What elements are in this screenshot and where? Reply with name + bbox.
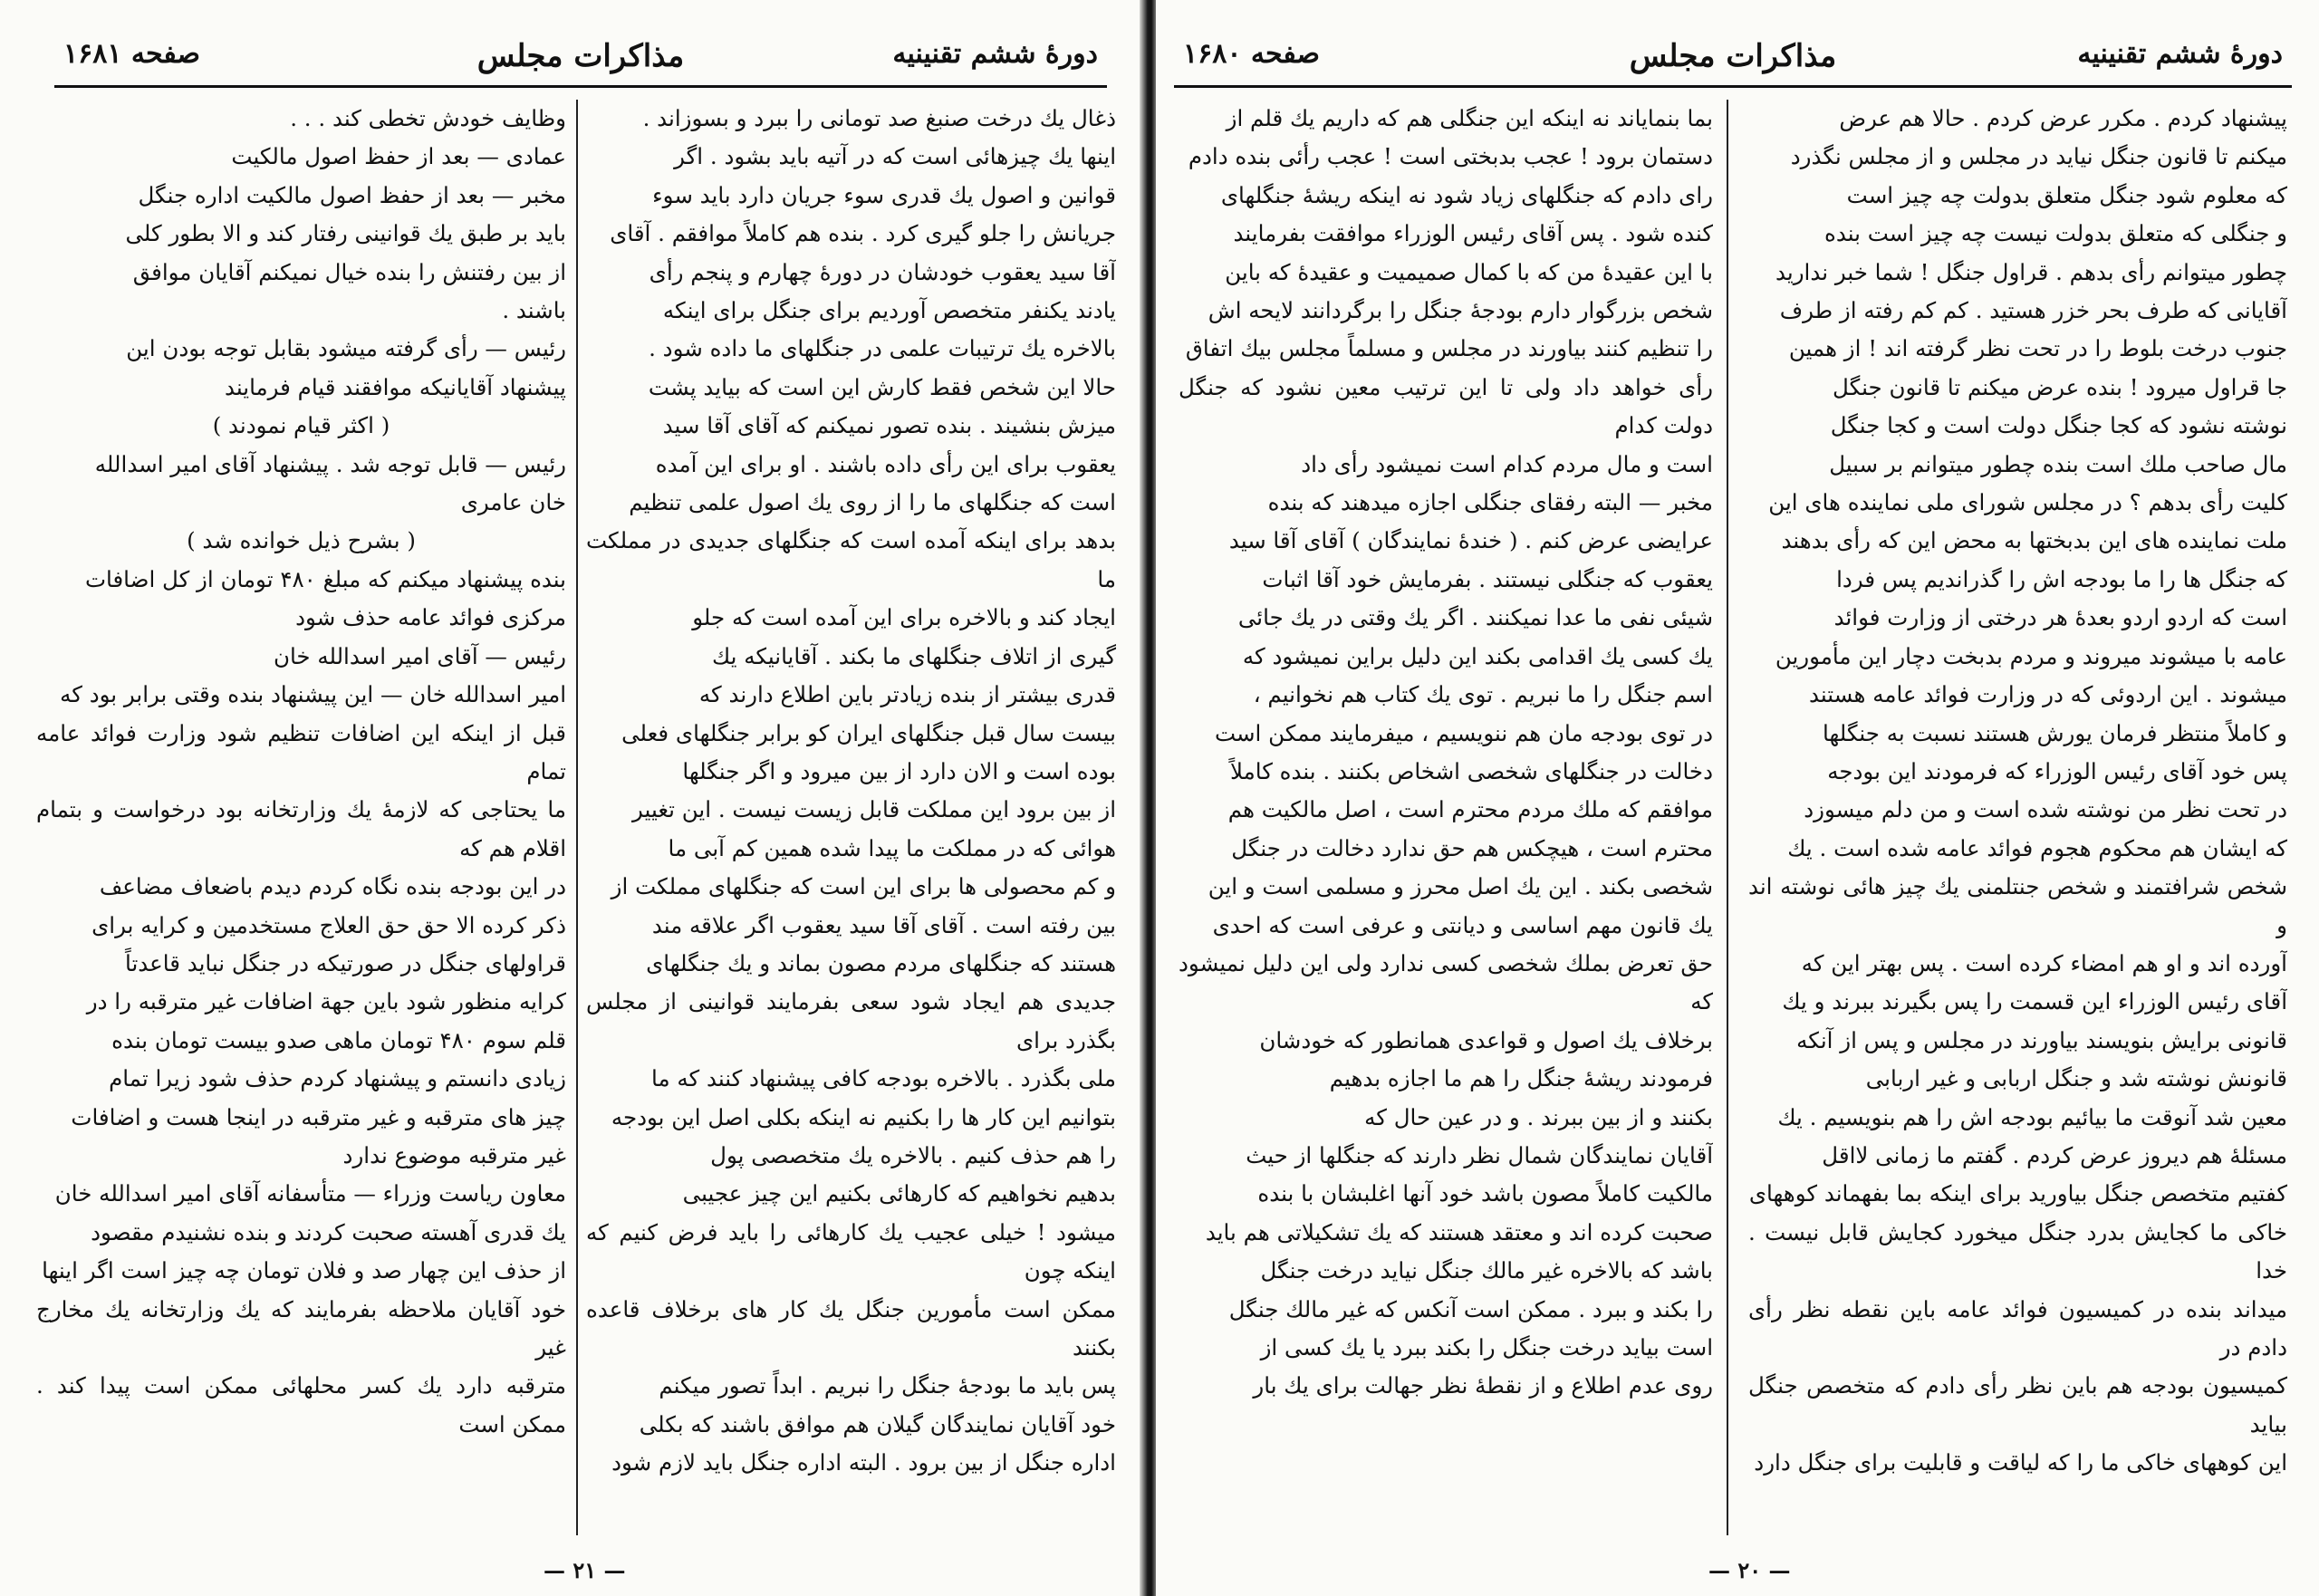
- text-line: شخص بزرگوار دارم بودجهٔ جنگل را برگردانند لایحه اش: [1208, 297, 1713, 324]
- text-line: معاون ریاست وزراء — متأسفانه آقای امیر اسدالله خان: [54, 1180, 566, 1207]
- column-divider: [576, 100, 578, 1535]
- text-line: کنده شود . پس آقای رئیس الوزراء موافقت بفرمایند: [1233, 220, 1713, 247]
- text-line: و کم محصولی ها برای این است که جنگلهای مملکت از: [611, 873, 1116, 900]
- text-line: خاکی ما کجایش بدرد جنگل میخورد کجایش قابل نیست . خدا: [1748, 1218, 2287, 1284]
- text-line: آورده اند و او هم امضاء کرده است . پس بهتر این که: [1801, 949, 2287, 976]
- text-line: است که اردو اردو بعدهٔ هر درختی از وزارت فوائد: [1833, 604, 2287, 631]
- text-line: خان عامری: [460, 489, 566, 516]
- text-line: اسم جنگل را ما نبریم . توی یك کتاب هم نخوانیم ،: [1253, 681, 1713, 708]
- text-line: مرکزی فوائد عامه حذف شود: [295, 604, 566, 631]
- text-line: مسئلهٔ هم دیروز عرض کردم . گفتم ما زمانی لااقل: [1822, 1141, 2287, 1168]
- text-line: مخبر — بعد از حفظ اصول مالکیت اداره جنگل: [138, 181, 566, 208]
- text-line: است و مال مردم کدام است نمیشود رأی داد: [1301, 450, 1713, 477]
- header-page-number: صفحه ۱۶۸۱: [63, 38, 200, 70]
- text-line: جدیدی هم ایجاد شود سعی بفرمایند قوانینی از مجلس بگذرد برای: [586, 988, 1116, 1053]
- text-line: ملت نماینده های این بدبختها به محض این که رأی بدهند: [1781, 527, 2287, 554]
- text-line: حالا این شخص فقط کارش این است که بیاید پشت: [648, 373, 1116, 400]
- text-line: یعقوب که جنگلی نیستند . بفرمایش خود آقا اثبات: [1262, 565, 1713, 592]
- text-column-left: [1179, 100, 1713, 1540]
- text-line: یك کسی یك اقدامی بکند این دلیل براین نمیشود که: [1242, 642, 1713, 669]
- text-line: مال صاحب ملك است بنده چطور میتوانم بر سبیل: [1829, 450, 2287, 477]
- text-line: پس باید ما بودجهٔ جنگل را نبریم . ابداً تصور میکنم: [659, 1372, 1116, 1399]
- text-line: پیشنهاد کردم . مکرر عرض کردم . حالا هم عرض: [1839, 105, 2287, 131]
- text-line: است که جنگلهای ما را از روی یك اصول علمی تنظیم: [629, 489, 1116, 516]
- text-line: گیری از اتلاف جنگلهای ما بکند . آقایانیکه یك: [711, 642, 1116, 669]
- text-line: ما یحتاجی که لازمهٔ یك وزارتخانه بود درخواست و بتمام اقلام هم که: [36, 796, 566, 861]
- text-line: قانونی برایش بنویسند بیاورند در مجلس و پس از آنکه: [1796, 1026, 2287, 1053]
- text-line: قانونش نوشته شد و جنگل اربابی و غیر اربابی: [1865, 1065, 2287, 1092]
- text-line: ملی بگذرد . بالاخره بودجه کافی پیشنهاد کنند که ما: [651, 1065, 1116, 1092]
- text-line: ( بشرح ذیل خوانده شد ): [187, 527, 416, 554]
- text-line: دستمان برود ! عجب بدبختی است ! عجب رأئی بنده دادم: [1188, 143, 1713, 170]
- column-divider: [1727, 100, 1728, 1535]
- text-line: جنوب درخت بلوط را در تحت نظر گرفته اند ! از همین: [1788, 335, 2287, 362]
- text-line: قلم سوم ۴۸۰ تومان ماهی صدو بیست تومان بنده: [111, 1026, 566, 1053]
- text-line: آقایانی که طرف بحر خزر هستید . کم کم رفته از طرف: [1779, 297, 2287, 324]
- text-line: اداره جنگل از بین برود . البته اداره جنگل باید لازم شود: [611, 1449, 1116, 1476]
- text-line: کلیت رأی بدهم ؟ در مجلس شورای ملی نماینده های این: [1768, 489, 2287, 516]
- text-line: میشود ! خیلی عجیب یك کارهائی را باید فرض کنیم که اینکه چون: [586, 1218, 1116, 1284]
- text-line: این کوههای خاکی ما را که لیاقت و قابلیت برای جنگل دارد: [1754, 1449, 2287, 1476]
- text-line: وظایف خودش تخطی کند . . .: [290, 105, 566, 131]
- text-line: آقا سید یعقوب خودشان در دورهٔ چهارم و پنجم رأی: [649, 258, 1116, 285]
- text-line: بوده است و الان دارد از بین میرود و اگر جنگلها: [682, 757, 1116, 784]
- text-line: قدری بیشتر از بنده زیادتر باین اطلاع دارند که: [698, 681, 1116, 708]
- text-line: بیست سال قبل جنگلهای ایران کو برابر جنگلهای فعلی: [621, 719, 1116, 746]
- text-line: رای دادم که جنگلهای زیاد شود نه اینکه ریشهٔ جنگلهای: [1220, 181, 1713, 208]
- text-column-left: [36, 100, 566, 1540]
- text-line: یك قانون مهم اساسی و دیانتی و عرفی است که احدی: [1212, 911, 1713, 938]
- text-line: میداند بنده در کمیسیون فوائد عامه باین نقطه نظر رأی دادم در: [1748, 1295, 2287, 1360]
- text-line: پس خود آقای رئیس الوزراء که فرمودند این بودجه: [1827, 757, 2287, 784]
- header-page-number: صفحه ۱۶۸۰: [1183, 38, 1320, 70]
- text-line: است بیاید درخت جنگل را بکند ببرد یا یك کسی از: [1260, 1334, 1713, 1360]
- header-session: دورهٔ ششم تقنینیه: [892, 38, 1098, 70]
- text-line: که معلوم شود جنگل متعلق بدولت چه چیز است: [1846, 181, 2287, 208]
- text-line: عامه با میشوند میروند و مردم بدبخت دچار این مأمورین: [1775, 642, 2287, 669]
- page-folio: — ۲۰ —: [1708, 1557, 1791, 1583]
- text-line: روی عدم اطلاع و از نقطهٔ نظر جهالت برای یك بار: [1253, 1372, 1713, 1399]
- text-line: بین رفته است . آقای آقا سید یعقوب اگر علاقه مند: [651, 911, 1116, 938]
- text-line: ( اکثر قیام نمودند ): [212, 412, 390, 439]
- text-line: باشد که بالاخره غیر مالك جنگل نیاید درخت جنگل: [1260, 1257, 1713, 1284]
- text-line: مخبر — البته رفقای جنگلی اجازه میدهند که بنده: [1267, 489, 1713, 516]
- text-line: پیشنهاد آقایانیکه موافقند قیام فرمایند: [225, 373, 566, 400]
- text-line: قوانین و اصول یك قدری سوء جریان دارد باید سوء: [652, 181, 1116, 208]
- text-line: مترقبه دارد یك کسر محلهائی ممکن است پیدا کند . ممکن است: [36, 1372, 566, 1437]
- text-line: شخصی بکند . این یك اصل محرز و مسلمی است و این: [1208, 873, 1713, 900]
- text-line: بکنند و از بین ببرند . و در عین حال که: [1364, 1103, 1713, 1130]
- text-line: چطور میتوانم رأی بدهم . قراول جنگل ! شما خبر ندارید: [1775, 258, 2287, 285]
- left-page: [0, 0, 1143, 1596]
- text-line: رئیس — قابل توجه شد . پیشنهاد آقای امیر اسدالله: [94, 450, 566, 477]
- text-line: که جنگل ها را ما بودجه اش را گذراندیم پس فردا: [1836, 565, 2287, 592]
- text-line: امیر اسدالله خان — این پیشنهاد بنده وقتی برابر بود که: [60, 681, 566, 708]
- text-line: قبل از اینکه این اضافات تنظیم شود وزارت فوائد عامه تمام: [36, 719, 566, 784]
- text-line: کرایه منظور شود باین جهة اضافات غیر مترقبه را در: [86, 988, 566, 1015]
- text-line: میکنم تا قانون جنگل نیاید در مجلس و از مجلس نگذرد: [1790, 143, 2287, 170]
- text-line: برخلاف یك اصول و قواعدی همانطور که خودشان: [1259, 1026, 1713, 1053]
- text-line: بتوانیم این کار ها را بکنیم نه اینکه بکلی اصل این بودجه: [611, 1103, 1116, 1130]
- text-line: موافقم که ملك مردم محترم است ، اصل مالکیت هم: [1227, 796, 1713, 823]
- text-line: خود آقایان ملاحظه بفرمایند که یك وزارتخانه یك مخارج غیر: [36, 1295, 566, 1360]
- text-line: و کاملاً منتظر فرمان یورش هستند نسبت به جنگلها: [1823, 719, 2287, 746]
- text-line: میشوند . این اردوئی که در وزارت فوائد عامه هستند: [1808, 681, 2287, 708]
- text-line: از بین رفتنش را بنده خیال نمیکنم آقایان موافق: [132, 258, 566, 285]
- page-header: [54, 31, 1107, 88]
- text-line: شخص شرافتمند و شخص جنتلمنی یك چیز هائی نوشته اند و: [1748, 873, 2287, 938]
- text-line: و جنگلی که متعلق بدولت نیست چه چیز است بنده: [1824, 220, 2287, 247]
- text-line: جا قراول میرود ! بنده عرض میکنم تا قانون جنگل: [1833, 373, 2287, 400]
- text-line: چیز های مترقبه و غیر مترقبه در اینجا هست و اضافات: [71, 1103, 566, 1130]
- text-line: که ایشان هم محکوم هجوم فوائد عامه شده است . یك: [1787, 834, 2287, 861]
- text-line: غیر مترقبه موضوع ندارد: [342, 1141, 566, 1168]
- text-line: جریانش را جلو گیری کرد . بنده هم کاملاً موافقم . آقای: [610, 220, 1116, 247]
- text-line: صحبت کرده اند و معتقد هستند که یك تشکیلاتی هم باید: [1205, 1218, 1713, 1245]
- text-line: باشند .: [502, 297, 566, 324]
- header-session: دورهٔ ششم تقنینیه: [2077, 38, 2283, 70]
- text-line: کمیسیون بودجه هم باین نظر رأی دادم که متخصص جنگل بیاید: [1748, 1372, 2287, 1437]
- text-line: را بکند و ببرد . ممکن است آنکس که غیر مالك جنگل: [1228, 1295, 1713, 1322]
- right-page: [1156, 0, 2319, 1596]
- text-line: دخالت در جنگلهای شخصی اشخاص بکنند . بنده کاملاً: [1229, 757, 1713, 784]
- text-line: در توی بودجه مان هم ننویسیم ، میفرمایند ممکن است: [1214, 719, 1713, 746]
- header-title: مذاکرات مجلس: [476, 38, 685, 74]
- text-line: را تنظیم کنند بیاورند در مجلس و مسلماً مجلس بیك اتفاق: [1185, 335, 1713, 362]
- text-line: یك قدری آهسته صحبت کردند و بنده نشنیدم مقصود: [91, 1218, 566, 1245]
- text-line: ممکن است مأمورین جنگل یك کار های برخلاف قاعده بکنند: [586, 1295, 1116, 1360]
- text-line: حق تعرض بملك شخصی کسی ندارد ولی این دلیل نمیشود که: [1179, 949, 1713, 1015]
- text-line: هستند که جنگلهای مردم مصون بماند و یك جنگلهای: [646, 949, 1116, 976]
- text-line: معین شد آنوقت ما بیائیم بودجه اش را هم بنویسیم . یك: [1777, 1103, 2287, 1130]
- text-line: ذکر کرده الا حق حق العلاج مستخدمین و کرایه برای: [91, 911, 566, 938]
- text-line: از بین برود این مملکت قابل زیست نیست . این تغییر: [632, 796, 1116, 823]
- text-line: کفتیم متخصص جنگل بیاورید برای اینکه بما بفهماند کوههای: [1748, 1180, 2287, 1207]
- text-line: را هم حذف کنیم . بالاخره یك متخصصی پول: [710, 1141, 1116, 1168]
- text-line: ذغال یك درخت صنبغ صد تومانی را ببرد و بسوزاند .: [642, 105, 1116, 131]
- text-line: یعقوب برای این رأی داده باشند . او برای این آمده: [655, 450, 1116, 477]
- text-line: زیادی دانستم و پیشنهاد کردم حذف شود زیرا تمام: [109, 1065, 566, 1092]
- text-line: شیئی نفی ما عدا نمیکنند . اگر یك وقتی در یك جائی: [1237, 604, 1713, 631]
- text-line: خود آقایان نمایندگان گیلان هم موافق باشند که بکلی: [639, 1410, 1116, 1437]
- text-line: رئیس — رأی گرفته میشود بقابل توجه بودن این: [126, 335, 566, 362]
- page-header: [1174, 31, 2292, 88]
- text-line: رئیس — آقای امیر اسدالله خان: [273, 642, 566, 669]
- text-line: بدهد برای اینکه آمده است که جنگلهای جدیدی در مملکت ما: [586, 527, 1116, 592]
- text-line: ایجاد کند و بالاخره برای این آمده است که جلو: [692, 604, 1116, 631]
- text-line: اینها یك چیزهائی است که در آتیه باید بشود . اگر: [674, 143, 1116, 170]
- text-line: بما بنمایاند نه اینکه این جنگلی هم که داریم یك قلم از: [1226, 105, 1713, 131]
- text-line: رأی خواهد داد ولی تا این ترتیب معین نشود که جنگل دولت کدام: [1179, 373, 1713, 439]
- text-line: در تحت نظر من نوشته شده است و من دلم میسوزد: [1804, 796, 2287, 823]
- text-line: آقای رئیس الوزراء این قسمت را پس بگیرند ببرند و یك: [1782, 988, 2287, 1015]
- header-title: مذاکرات مجلس: [1629, 38, 1837, 74]
- text-line: عمادی — بعد از حفظ اصول مالکیت: [231, 143, 566, 170]
- text-line: بدهیم نخواهیم که کارهائی بکنیم این چیز عجیبی: [682, 1180, 1116, 1207]
- text-line: عرایضی عرض کنم . ( خندهٔ نمایندگان ) آقای آقا سید: [1228, 527, 1713, 554]
- text-line: از حذف این چهار صد و فلان تومان چه چیز است اگر اینها: [42, 1257, 566, 1284]
- page-folio: — ۲۱ —: [544, 1557, 626, 1583]
- text-line: نوشته نشود که کجا جنگل دولت است و کجا جنگل: [1830, 412, 2287, 439]
- text-line: بالاخره یك ترتیبات علمی در جنگلهای ما داده شود .: [649, 335, 1116, 362]
- text-line: فرمودند ریشهٔ جنگل را هم ما اجازه بدهیم: [1329, 1065, 1713, 1092]
- text-line: میزش بنشیند . بنده تصور نمیکنم که آقای آقا سید: [662, 412, 1116, 439]
- text-line: مالکیت کاملاً مصون باشد خود آنها اغلبشان با بنده: [1257, 1180, 1713, 1207]
- text-line: با این عقیدهٔ من که با کمال صمیمیت و عقیدهٔ که باین: [1225, 258, 1713, 285]
- text-line: باید بر طبق یك قوانینی رفتار کند و الا بطور کلی: [125, 220, 566, 247]
- text-line: بنده پیشنهاد میکنم که مبلغ ۴۸۰ تومان از کل اضافات: [84, 565, 566, 592]
- text-line: محترم است ، هیچکس هم حق ندارد دخالت در جنگل: [1231, 834, 1713, 861]
- text-line: یادند یکنفر متخصص آوردیم برای جنگل برای اینکه: [662, 297, 1116, 324]
- text-line: قراولهای جنگل در صورتیکه در جنگل نباید قاعدتاً: [125, 949, 566, 976]
- text-line: آقایان نمایندگان شمال نظر دارند که جنگلها از حیث: [1246, 1141, 1713, 1168]
- text-line: در این بودجه بنده نگاه کردم دیدم باضعاف مضاعف: [99, 873, 566, 900]
- text-column-right: [1748, 100, 2287, 1540]
- text-column-right: [586, 100, 1116, 1540]
- text-line: هوائی که در مملکت ما پیدا شده همین کم آبی ما: [668, 834, 1116, 861]
